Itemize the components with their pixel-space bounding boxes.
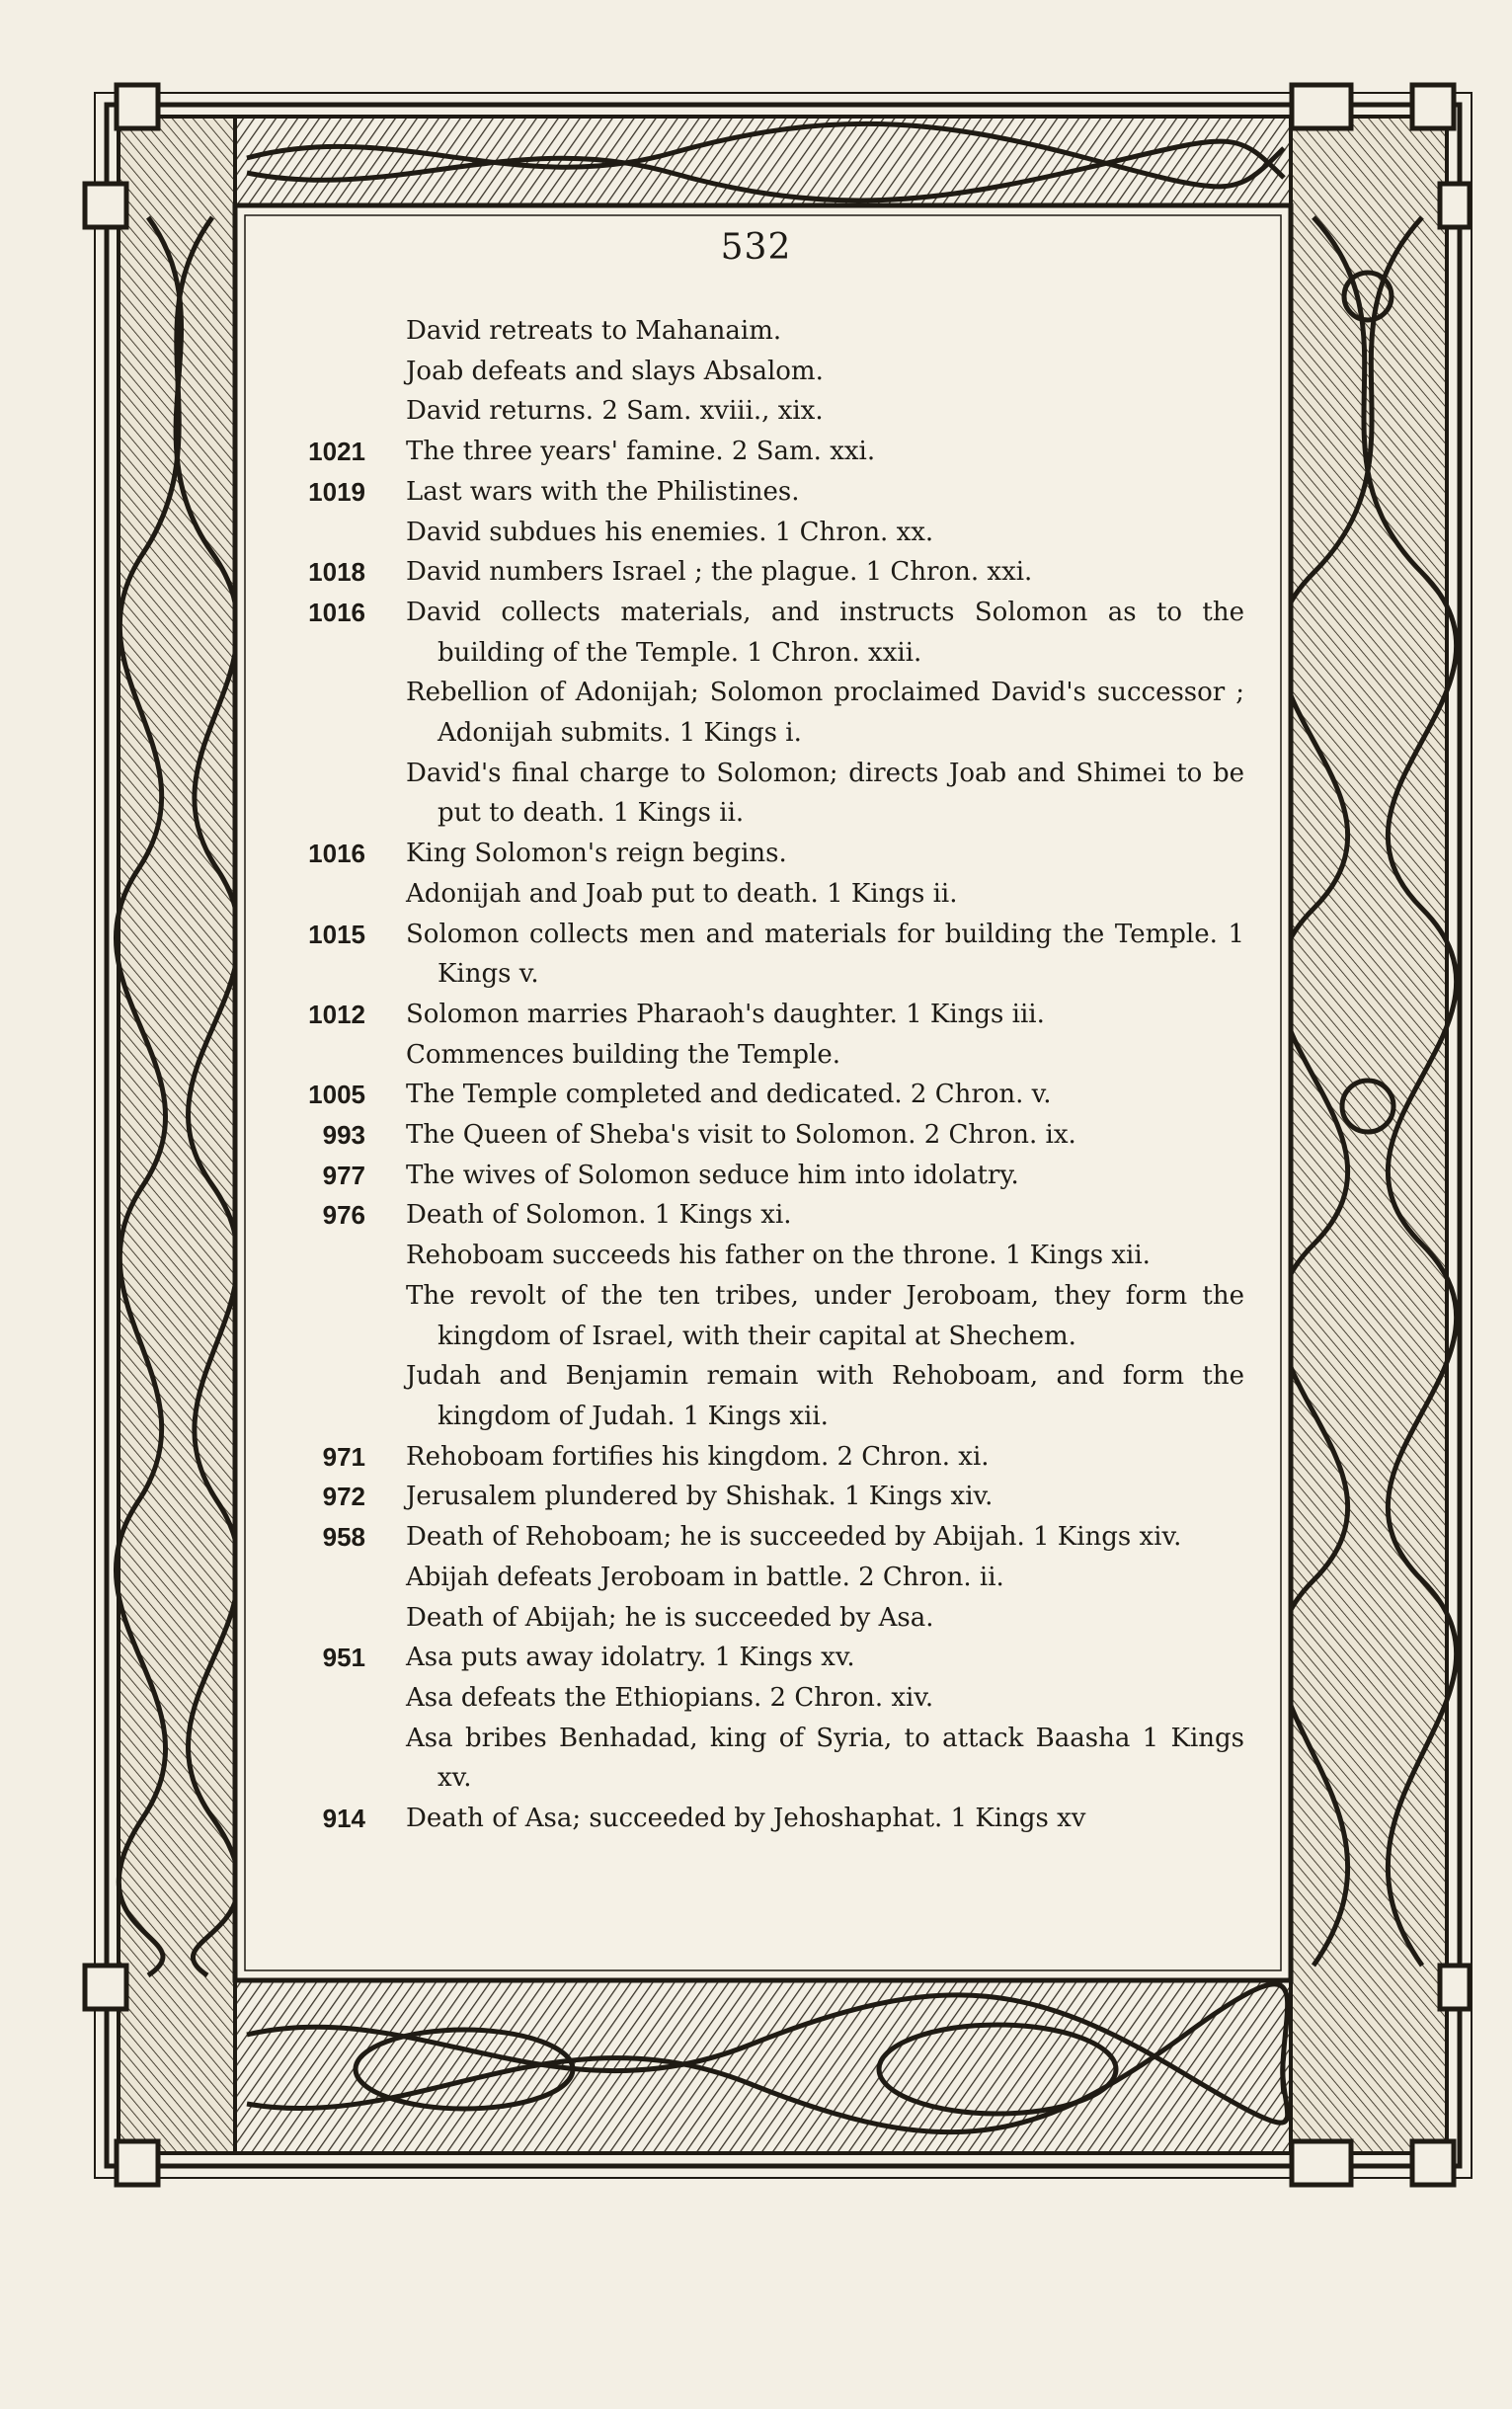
chronology-entry xyxy=(257,352,1244,392)
entry-year: 1012 xyxy=(308,999,365,1029)
entry-text: Judah and Benjamin remain with Rehoboam, and form the kingdom of Judah. 1 Kings xii. xyxy=(406,1361,1244,1431)
entry-year: 1018 xyxy=(308,557,365,588)
entry-text: Rehoboam succeeds his father on the throne. 1 Kings xii. xyxy=(406,1241,1151,1271)
chronology-entry xyxy=(257,1075,1244,1115)
entry-text: Solomon marries Pharaoh's daughter. 1 Kings iii. xyxy=(406,999,1045,1029)
chronology-entry xyxy=(257,1156,1244,1196)
entry-text: David's final charge to Solomon; directs Joab and Shimei to be put to death. 1 Kings ii. xyxy=(406,758,1244,829)
entry-year: 1021 xyxy=(308,437,365,467)
chronology-entry xyxy=(257,311,1244,352)
chronology-entry xyxy=(257,472,1244,513)
entry-year: 951 xyxy=(322,1643,365,1673)
chronology-entry xyxy=(257,1719,1244,1799)
entry-year: 972 xyxy=(322,1482,365,1512)
entry-text: Death of Rehoboam; he is succeeded by Abijah. 1 Kings xiv. xyxy=(406,1522,1182,1553)
entry-text: Death of Abijah; he is succeeded by Asa. xyxy=(406,1602,934,1633)
entry-text: Joab defeats and slays Absalom. xyxy=(406,356,824,386)
entry-text: The revolt of the ten tribes, under Jeroboam, they form the kingdom of Israel, with their capital at Shechem. xyxy=(406,1280,1244,1351)
chronology-entry xyxy=(257,834,1244,874)
chronology-entry xyxy=(257,1678,1244,1719)
entry-text: Adonijah and Joab put to death. 1 Kings ii. xyxy=(406,878,958,909)
chronology-entry xyxy=(257,1236,1244,1276)
entry-text: Asa bribes Benhadad, king of Syria, to attack Baasha 1 Kings xv. xyxy=(406,1723,1244,1794)
entry-year: 977 xyxy=(322,1160,365,1190)
chronology-entry xyxy=(257,1638,1244,1678)
chronology-entry xyxy=(257,513,1244,553)
entry-text: King Solomon's reign begins. xyxy=(406,839,787,869)
chronology-entry xyxy=(257,754,1244,834)
entry-text: David returns. 2 Sam. xviii., xix. xyxy=(406,396,824,427)
chronology-entry xyxy=(257,1799,1244,1839)
entry-text: Abijah defeats Jeroboam in battle. 2 Chron. ii. xyxy=(406,1562,1004,1592)
entry-text: Death of Asa; succeeded by Jehoshaphat. 1 Kings xv xyxy=(406,1804,1086,1834)
entry-text: David retreats to Mahanaim. xyxy=(406,316,782,346)
entry-text: Jerusalem plundered by Shishak. 1 Kings xiv. xyxy=(406,1482,994,1512)
chronology-entry xyxy=(257,1276,1244,1356)
chronology-entry xyxy=(257,915,1244,995)
chronology-entry xyxy=(257,552,1244,593)
entry-text: David collects materials, and instructs Solomon as to the building of the Temple. 1 Chron. xxii. xyxy=(406,597,1244,668)
entry-text: Last wars with the Philistines. xyxy=(406,476,800,507)
entry-text: David subdues his enemies. 1 Chron. xx. xyxy=(406,517,934,547)
entry-year: 1015 xyxy=(308,919,365,949)
entry-year: 1019 xyxy=(308,476,365,507)
chronology-entry xyxy=(257,1115,1244,1156)
page-number: 532 xyxy=(720,227,792,268)
entry-text: David numbers Israel ; the plague. 1 Chron. xxi. xyxy=(406,557,1033,588)
chronology-list xyxy=(257,311,1244,1839)
chronology-entry xyxy=(257,995,1244,1035)
entry-year: 993 xyxy=(322,1120,365,1151)
entry-year: 958 xyxy=(322,1522,365,1553)
chronology-entry xyxy=(257,1558,1244,1598)
entry-text: Rebellion of Adonijah; Solomon proclaimed David's successor ; Adonijah submits. 1 Kings i. xyxy=(406,678,1244,749)
chronology-entry xyxy=(257,1517,1244,1558)
entry-text: Asa puts away idolatry. 1 Kings xv. xyxy=(406,1643,855,1673)
chronology-entry xyxy=(257,874,1244,915)
entry-text: The Temple completed and dedicated. 2 Chron. v. xyxy=(406,1080,1052,1110)
chronology-entry xyxy=(257,673,1244,753)
entry-year: 1016 xyxy=(308,839,365,869)
chronology-entry xyxy=(257,1598,1244,1639)
entry-text: The three years' famine. 2 Sam. xxi. xyxy=(406,437,876,467)
entry-year: 1016 xyxy=(308,597,365,627)
entry-text: The wives of Solomon seduce him into idolatry. xyxy=(406,1160,1019,1190)
entry-year: 914 xyxy=(322,1804,365,1834)
chronology-entry xyxy=(257,1035,1244,1076)
entry-year: 1005 xyxy=(308,1080,365,1110)
entry-year: 971 xyxy=(322,1441,365,1472)
entry-text: Death of Solomon. 1 Kings xi. xyxy=(406,1200,792,1231)
chronology-entry xyxy=(257,1437,1244,1478)
chronology-entry xyxy=(257,1195,1244,1236)
entry-year: 976 xyxy=(322,1200,365,1231)
chronology-entry xyxy=(257,1477,1244,1517)
entry-text: Rehoboam fortifies his kingdom. 2 Chron. xi. xyxy=(406,1441,990,1472)
chronology-entry xyxy=(257,432,1244,472)
entry-text: The Queen of Sheba's visit to Solomon. 2 Chron. ix. xyxy=(406,1120,1076,1151)
chronology-entry xyxy=(257,593,1244,673)
chronology-entry xyxy=(257,1356,1244,1436)
entry-text: Solomon collects men and materials for building the Temple. 1 Kings v. xyxy=(406,919,1244,990)
entry-text: Asa defeats the Ethiopians. 2 Chron. xiv. xyxy=(406,1682,934,1713)
entry-text: Commences building the Temple. xyxy=(406,1039,840,1070)
chronology-entry xyxy=(257,391,1244,432)
